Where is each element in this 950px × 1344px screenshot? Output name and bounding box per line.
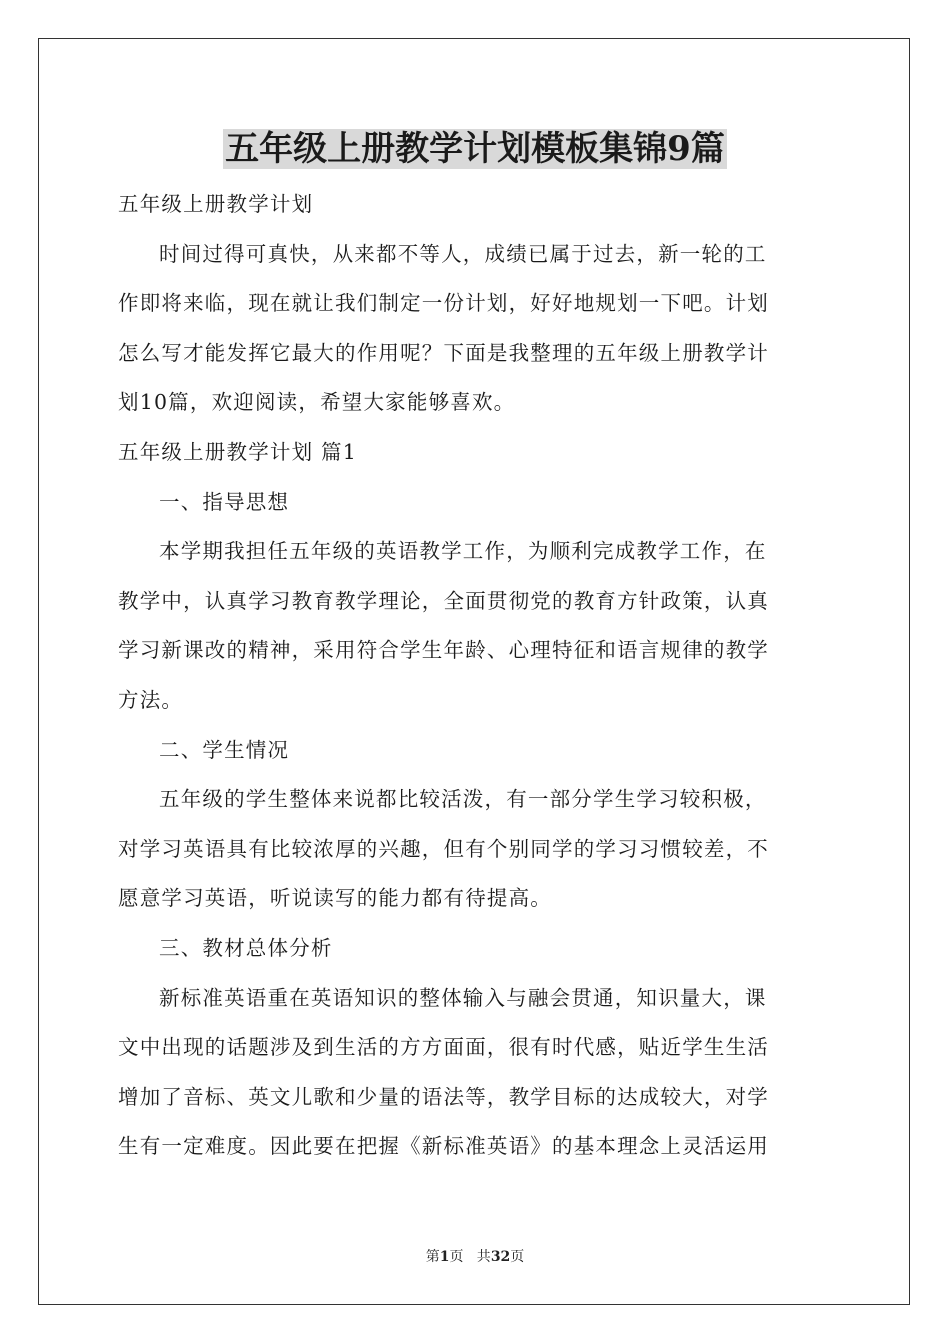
part1-heading: 一、指导思想	[159, 489, 290, 514]
document-title-text: 五年级上册教学计划模板集锦9篇	[225, 129, 725, 169]
part2-heading: 二、学生情况	[159, 737, 290, 762]
intro-line: 怎么写才能发挥它最大的作用呢？下面是我整理的五年级上册教学计	[118, 340, 769, 365]
section-heading: 五年级上册教学计划 篇1	[118, 439, 357, 464]
part1-line: 本学期我担任五年级的英语教学工作，为顺利完成教学工作，在	[159, 539, 767, 564]
footer-page-prefix: 第	[425, 1249, 440, 1265]
document-title	[0, 126, 950, 172]
part2-line: 愿意学习英语，听说读写的能力都有待提高。	[118, 886, 552, 911]
part1-line: 教学中，认真学习教育教学理论，全面贯彻党的教育方针政策，认真	[118, 588, 769, 613]
part3-line: 新标准英语重在英语知识的整体输入与融会贯通，知识量大，课	[159, 985, 767, 1010]
part3-line: 生有一定难度。因此要在把握《新标准英语》的基本理念上灵活运用	[118, 1134, 769, 1159]
part3-heading: 三、教材总体分析	[159, 935, 333, 960]
document-subtitle: 五年级上册教学计划	[118, 192, 314, 216]
part1-line: 学习新课改的精神，采用符合学生年龄、心理特征和语言规律的教学	[118, 638, 769, 663]
intro-line: 时间过得可真快，从来都不等人，成绩已属于过去，新一轮的工	[159, 241, 767, 266]
part3-line: 增加了音标、英文儿歌和少量的语法等，教学目标的达成较大，对学	[118, 1084, 769, 1109]
intro-line: 作即将来临，现在就让我们制定一份计划，好好地规划一下吧。计划	[118, 291, 769, 316]
intro-line: 划10篇，欢迎阅读，希望大家能够喜欢。	[118, 390, 516, 415]
footer-page-mid: 页 共	[449, 1249, 491, 1265]
document-body	[118, 180, 836, 1172]
footer-page-total: 32	[490, 1249, 511, 1265]
part2-line: 五年级的学生整体来说都比较活泼，有一部分学生学习较积极，	[159, 787, 767, 812]
part3-line: 文中出现的话题涉及到生活的方方面面，很有时代感，贴近学生生活	[118, 1035, 769, 1060]
page-footer	[0, 1247, 950, 1267]
part1-line: 方法。	[118, 687, 184, 712]
footer-page-current: 1	[439, 1249, 450, 1265]
part2-line: 对学习英语具有比较浓厚的兴趣，但有个别同学的学习习惯较差，不	[118, 836, 769, 861]
footer-page-suffix: 页	[510, 1249, 525, 1265]
